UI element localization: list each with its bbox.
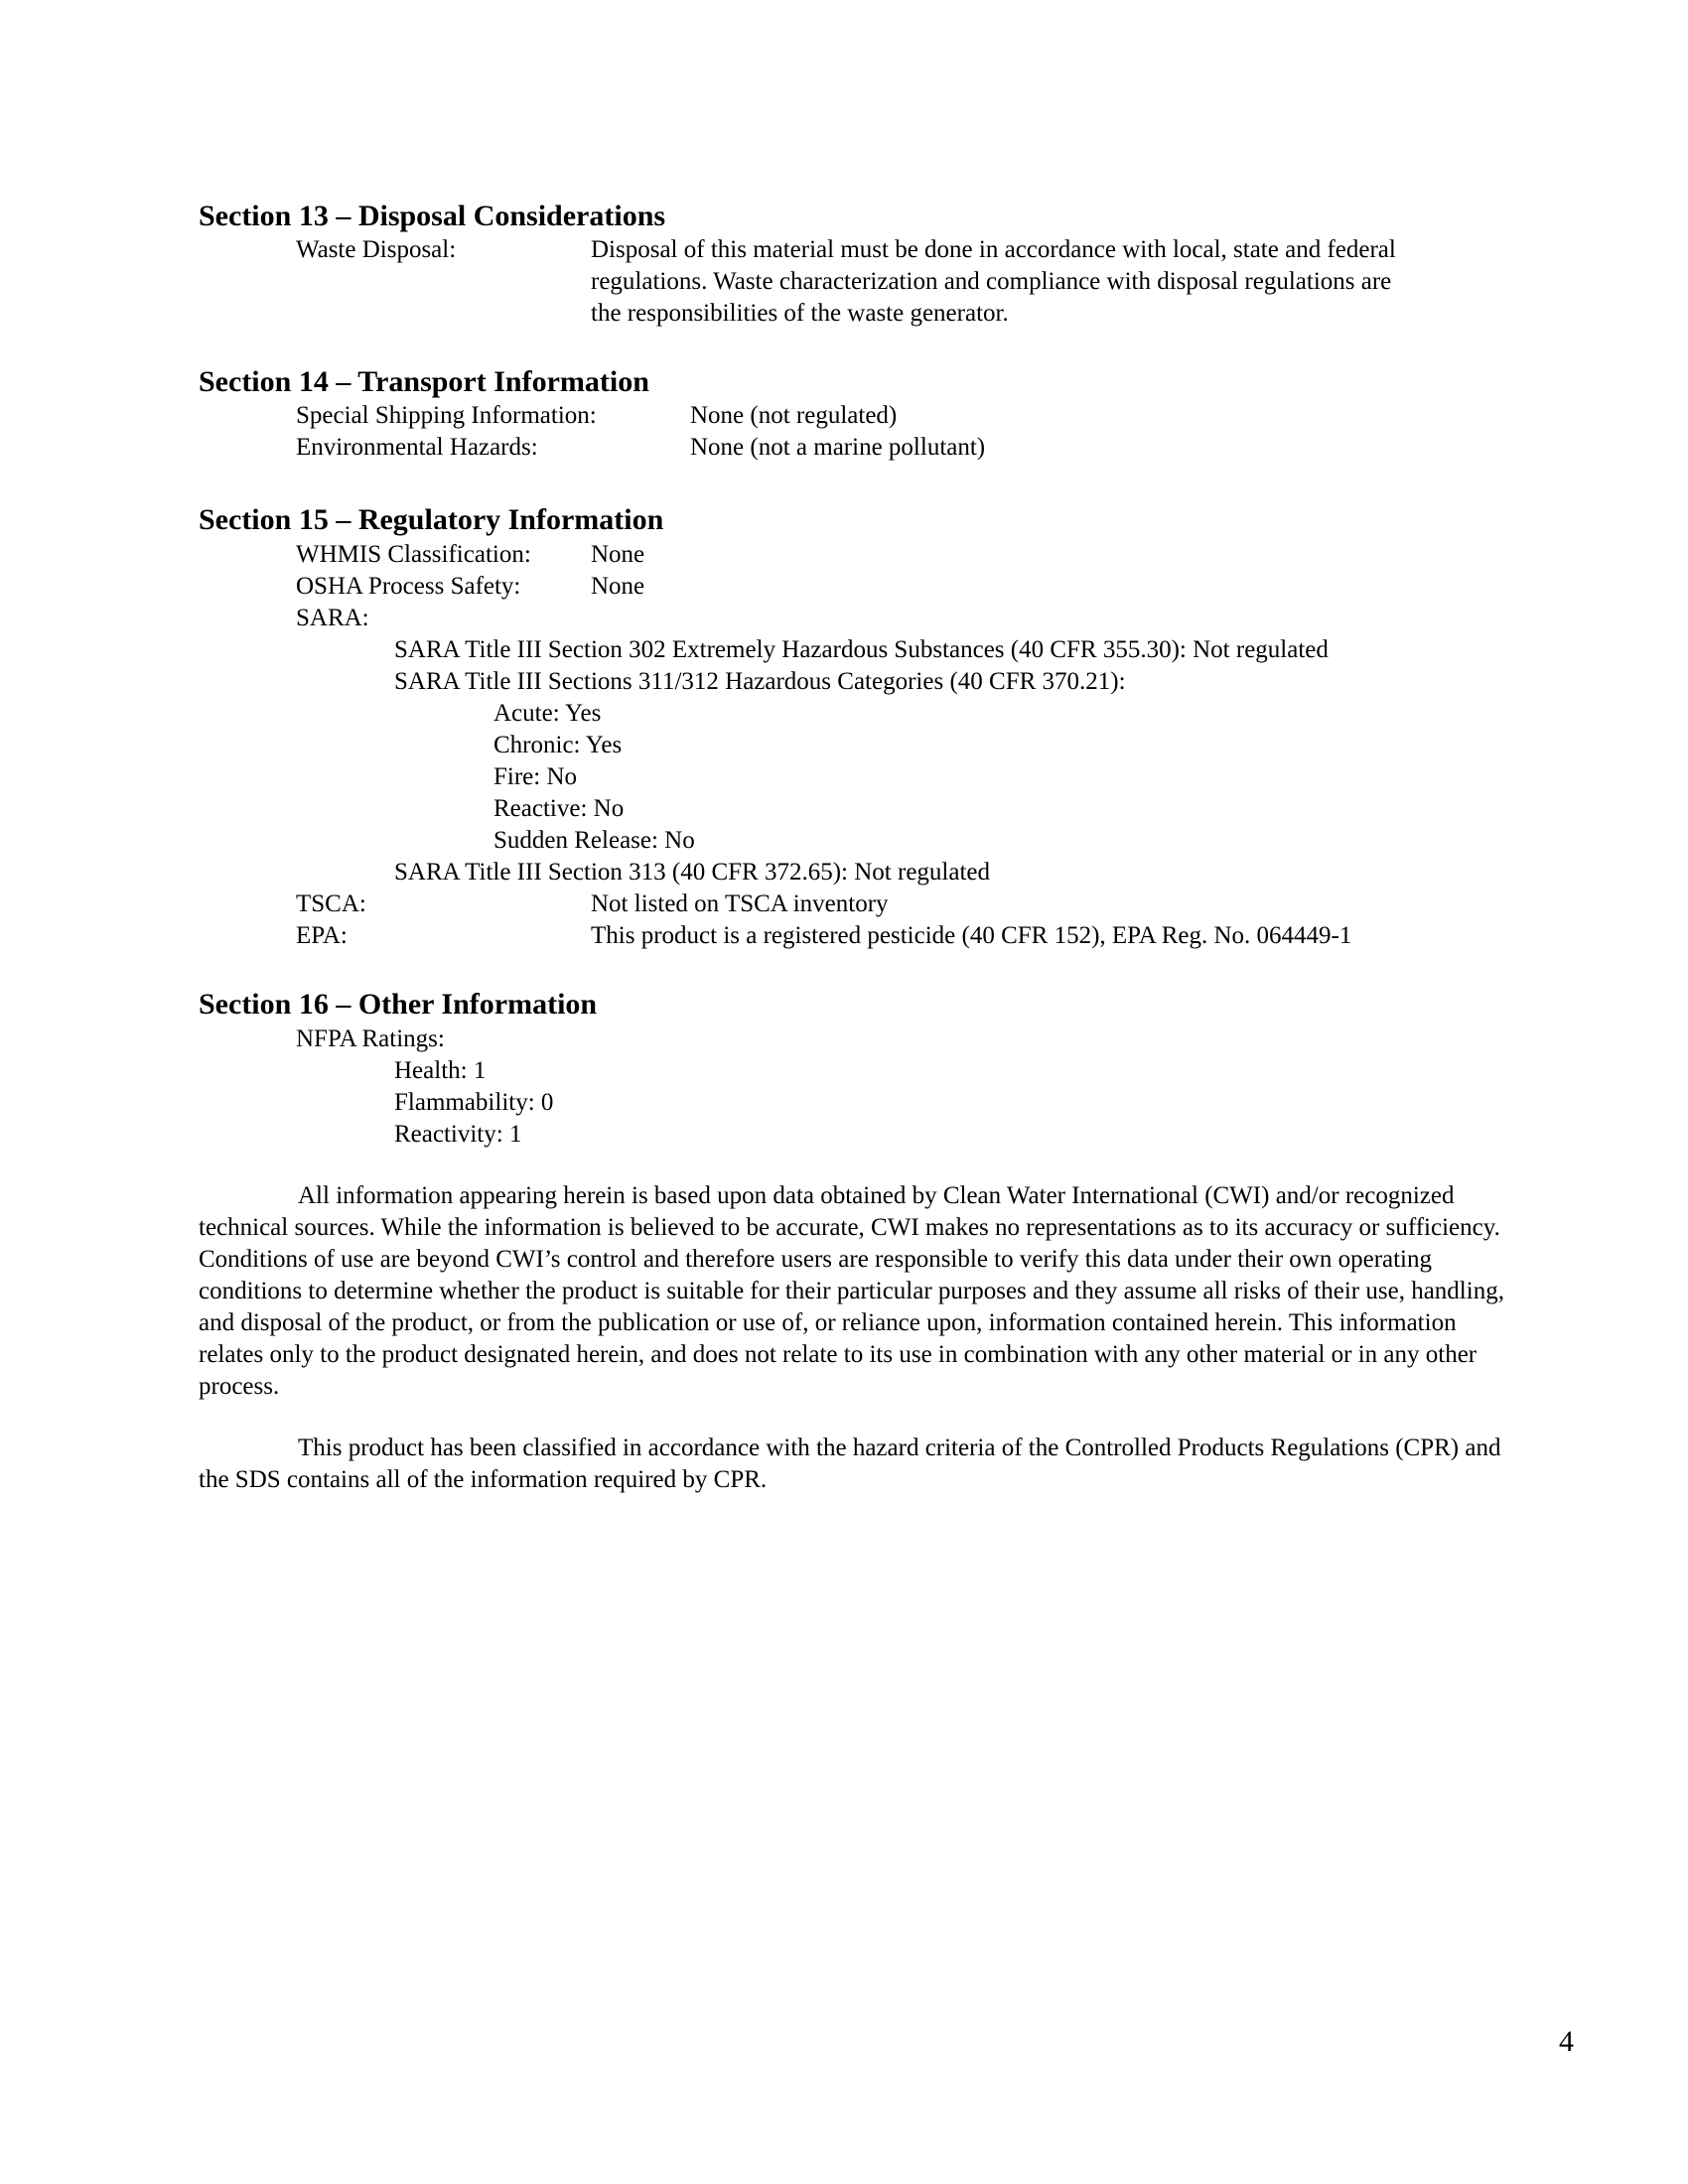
environmental-hazards-label: Environmental Hazards:: [296, 434, 538, 461]
waste-disposal-label: Waste Disposal:: [296, 236, 457, 263]
section-16-title: Section 16 – Other Information: [199, 988, 598, 1021]
special-shipping-value: None (not regulated): [690, 402, 898, 429]
whmis-value: None: [591, 541, 645, 568]
sara-313: SARA Title III Section 313 (40 CFR 372.65): Not regulated: [394, 859, 990, 886]
sara-label: SARA:: [296, 605, 369, 631]
section-15-title: Section 15 – Regulatory Information: [199, 503, 664, 536]
epa-label: EPA:: [296, 922, 348, 949]
waste-disposal-line-3: the responsibilities of the waste generator.: [591, 300, 1009, 327]
tsca-label: TSCA:: [296, 890, 366, 917]
section-13-title: Section 13 – Disposal Considerations: [199, 200, 666, 232]
waste-disposal-line-2: regulations. Waste characterization and compliance with disposal regulations are: [591, 268, 1392, 295]
osha-label: OSHA Process Safety:: [296, 573, 521, 600]
nfpa-reactivity: Reactivity: 1: [394, 1121, 522, 1148]
page-number: 4: [1559, 2025, 1574, 2058]
disclaimer-paragraph: All information appearing herein is based upon data obtained by Clean Water International (CWI) and/or recognized technical sources. While the information is believed to be accurate, CWI makes no representations as to its accuracy or sufficiency. Conditions of use are beyond CWI’s control and therefore users are responsible to verify this data under their own operating conditions to determine whether the product is suitable for their particular purposes and they assume all risks of their use, handling, and disposal of the product, or from the publication or use of, or reliance upon, information contained herein. This information relates only to the product designated herein, and does not relate to its use in combination with any other material or in any other process.: [199, 1182, 1504, 1400]
nfpa-ratings-label: NFPA Ratings:: [296, 1025, 445, 1052]
sara-chronic: Chronic: Yes: [493, 732, 623, 758]
section-14-title: Section 14 – Transport Information: [199, 365, 649, 398]
waste-disposal-line-1: Disposal of this material must be done in accordance with local, state and federal: [591, 236, 1396, 263]
sara-acute: Acute: Yes: [493, 700, 602, 727]
sara-reactive: Reactive: No: [493, 795, 625, 822]
tsca-value: Not listed on TSCA inventory: [591, 890, 889, 917]
sara-302: SARA Title III Section 302 Extremely Hazardous Substances (40 CFR 355.30): Not regulated: [394, 636, 1329, 663]
nfpa-flammability: Flammability: 0: [394, 1089, 554, 1116]
environmental-hazards-value: None (not a marine pollutant): [690, 434, 986, 461]
sara-311-312: SARA Title III Sections 311/312 Hazardous Categories (40 CFR 370.21):: [394, 668, 1126, 695]
whmis-label: WHMIS Classification:: [296, 541, 531, 568]
cpr-paragraph: This product has been classified in accordance with the hazard criteria of the Controlled Products Regulations (CPR) and the SDS contains all of the information required by CPR.: [199, 1434, 1501, 1493]
sara-fire: Fire: No: [493, 763, 578, 790]
sara-sudden-release: Sudden Release: No: [493, 827, 695, 854]
osha-value: None: [591, 573, 645, 600]
nfpa-health: Health: 1: [394, 1057, 487, 1084]
special-shipping-label: Special Shipping Information:: [296, 402, 597, 429]
epa-value: This product is a registered pesticide (40 CFR 152), EPA Reg. No. 064449-1: [591, 922, 1352, 949]
